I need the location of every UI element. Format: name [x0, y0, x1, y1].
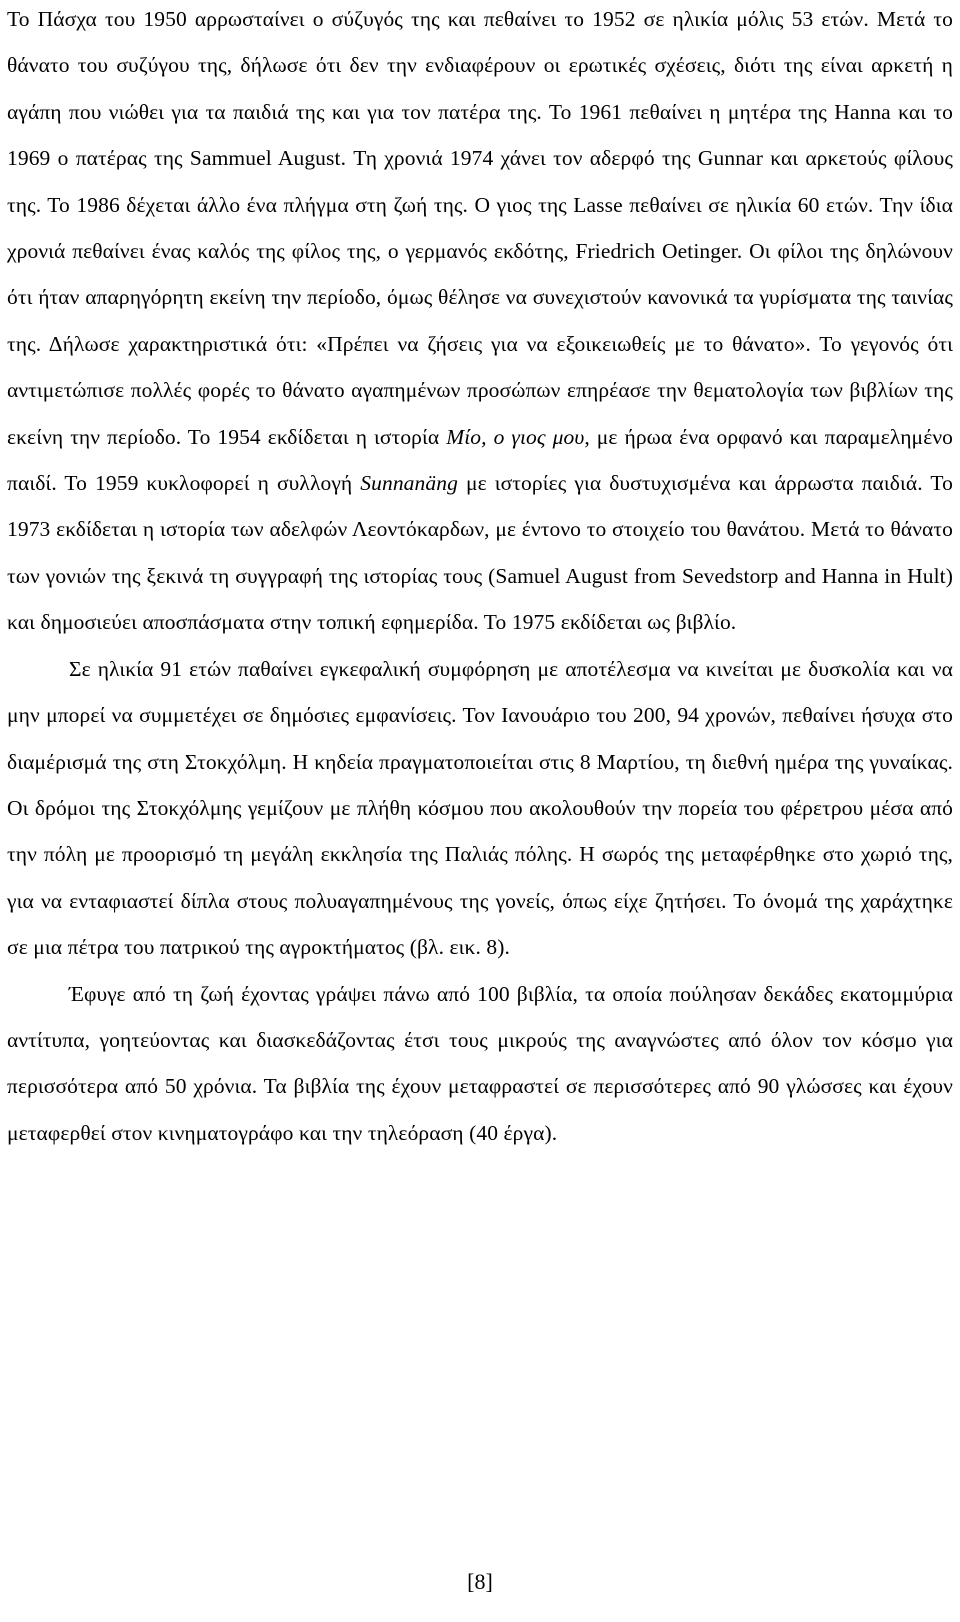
paragraph-2-text-1: Σε ηλικία 91 ετών παθαίνει εγκεφαλική συμφόρηση με αποτέλεσμα να κινείται με δυσκολία και να μην μπορεί να συμμετέχει σε δημόσιες εμφανίσεις. Τον Ιανουάριο του 200, 94 χρονών, πεθαίνει ήσυχα στο διαμέρισμά της στη Στοκχόλμη. Η κηδεία πραγματοποιείται στις 8 Μαρτίου, τη διεθνή ημέρα της γυναίκας. Οι δρόμοι της Στοκχόλμης γεμίζουν με πλήθη κόσμου που ακολουθούν την πορεία του φέρετρου μέσα από την πόλη με προορισμό τη μεγάλη εκκλησία της Παλιάς πόλης. Η σωρός της μεταφέρθηκε στο χωριό της, για να ενταφιαστεί δίπλα στους πολυαγαπημένους της γονείς, όπως είχε ζητήσει. Το όνομά της χαράχτηκε σε μια πέτρα του πατρικού της αγροκτήματος (βλ. εικ. 8). — [7, 656, 953, 960]
paragraph-1-text-1: Το Πάσχα του 1950 αρρωσταίνει ο σύζυγός της και πεθαίνει το 1952 σε ηλικία μόλις 53 ετών. Μετά το θάνατο του συζύγου της, δήλωσε ότι δεν την ενδιαφέρουν οι ερωτικές σχέσεις, διότι της είναι αρκετή η αγάπη που νιώθει για τα παιδιά της και για τον πατέρα της. Το 1961 πεθαίνει η μητέρα της Hanna και το 1969 ο πατέρας της Sammuel August. Τη χρονιά 1974 χάνει τον αδερφό της Gunnar και αρκετούς φίλους της. Το 1986 δέχεται άλλο ένα πλήγμα στη ζωή της. Ο γιος της Lasse πεθαίνει σε ηλικία 60 ετών. Την ίδια χρονιά πεθαίνει ένας καλός της φίλος της, ο γερμανός εκδότης, Friedrich Oetinger. Οι φίλοι της δηλώνουν ότι ήταν απαρηγόρητη εκείνη την περίοδο, όμως θέλησε να συνεχιστούν κανονικά τα γυρίσματα της ταινίας της. Δήλωσε χαρακτηριστικά ότι: «Πρέπει να ζήσεις για να εξοικειωθείς με το θάνατο». Το γεγονός ότι αντιμετώπισε πολλές φορές το θάνατο αγαπημένων προσώπων επηρέασε την θεματολογία των βιβλίων της εκείνη την περίοδο. Το 1954 εκδίδεται η ιστορία — [7, 7, 953, 449]
book-title-sunnanang: Sunnanäng — [360, 471, 458, 496]
paragraph-1 — [7, 0, 953, 646]
paragraph-2 — [7, 646, 953, 971]
book-title-mio-my-son: Μίο, ο γιος μου — [446, 424, 585, 449]
paragraph-3-text-1: Έφυγε από τη ζωή έχοντας γράψει πάνω από 100 βιβλία, τα οποία πούλησαν δεκάδες εκατομμύρια αντίτυπα, γοητεύοντας και διασκεδάζοντας έτσι τους μικρούς της αναγνώστες από όλον τον κόσμο για περισσότερα από 50 χρόνια. Τα βιβλία της έχουν μεταφραστεί σε περισσότερες από 90 γλώσσες και έχουν μεταφερθεί στον κινηματογράφο και την τηλεόραση (40 έργα). — [7, 981, 953, 1145]
page-number: [8] — [467, 1569, 493, 1594]
paragraph-1-text-2: , με ήρωα ένα ορφανό και παραμελημένο παιδί. Το 1959 κυκλοφορεί η συλλογή — [7, 424, 953, 496]
paragraph-1-text-3: με ιστορίες για δυστυχισμένα και άρρωστα παιδιά. Το 1973 εκδίδεται η ιστορία των αδελφών Λεοντόκαρδων, με έντονο το στοιχείο του θανάτου. Μετά το θάνατο των γονιών της ξεκινά τη συγγραφή της ιστορίας τους (Samuel August from Sevedstorp and Hanna in Hult) και δημοσιεύει αποσπάσματα στην τοπική εφημερίδα. Το 1975 εκδίδεται ως βιβλίο. — [7, 471, 953, 635]
paragraph-3 — [7, 971, 953, 1157]
document-body — [7, 0, 953, 1156]
